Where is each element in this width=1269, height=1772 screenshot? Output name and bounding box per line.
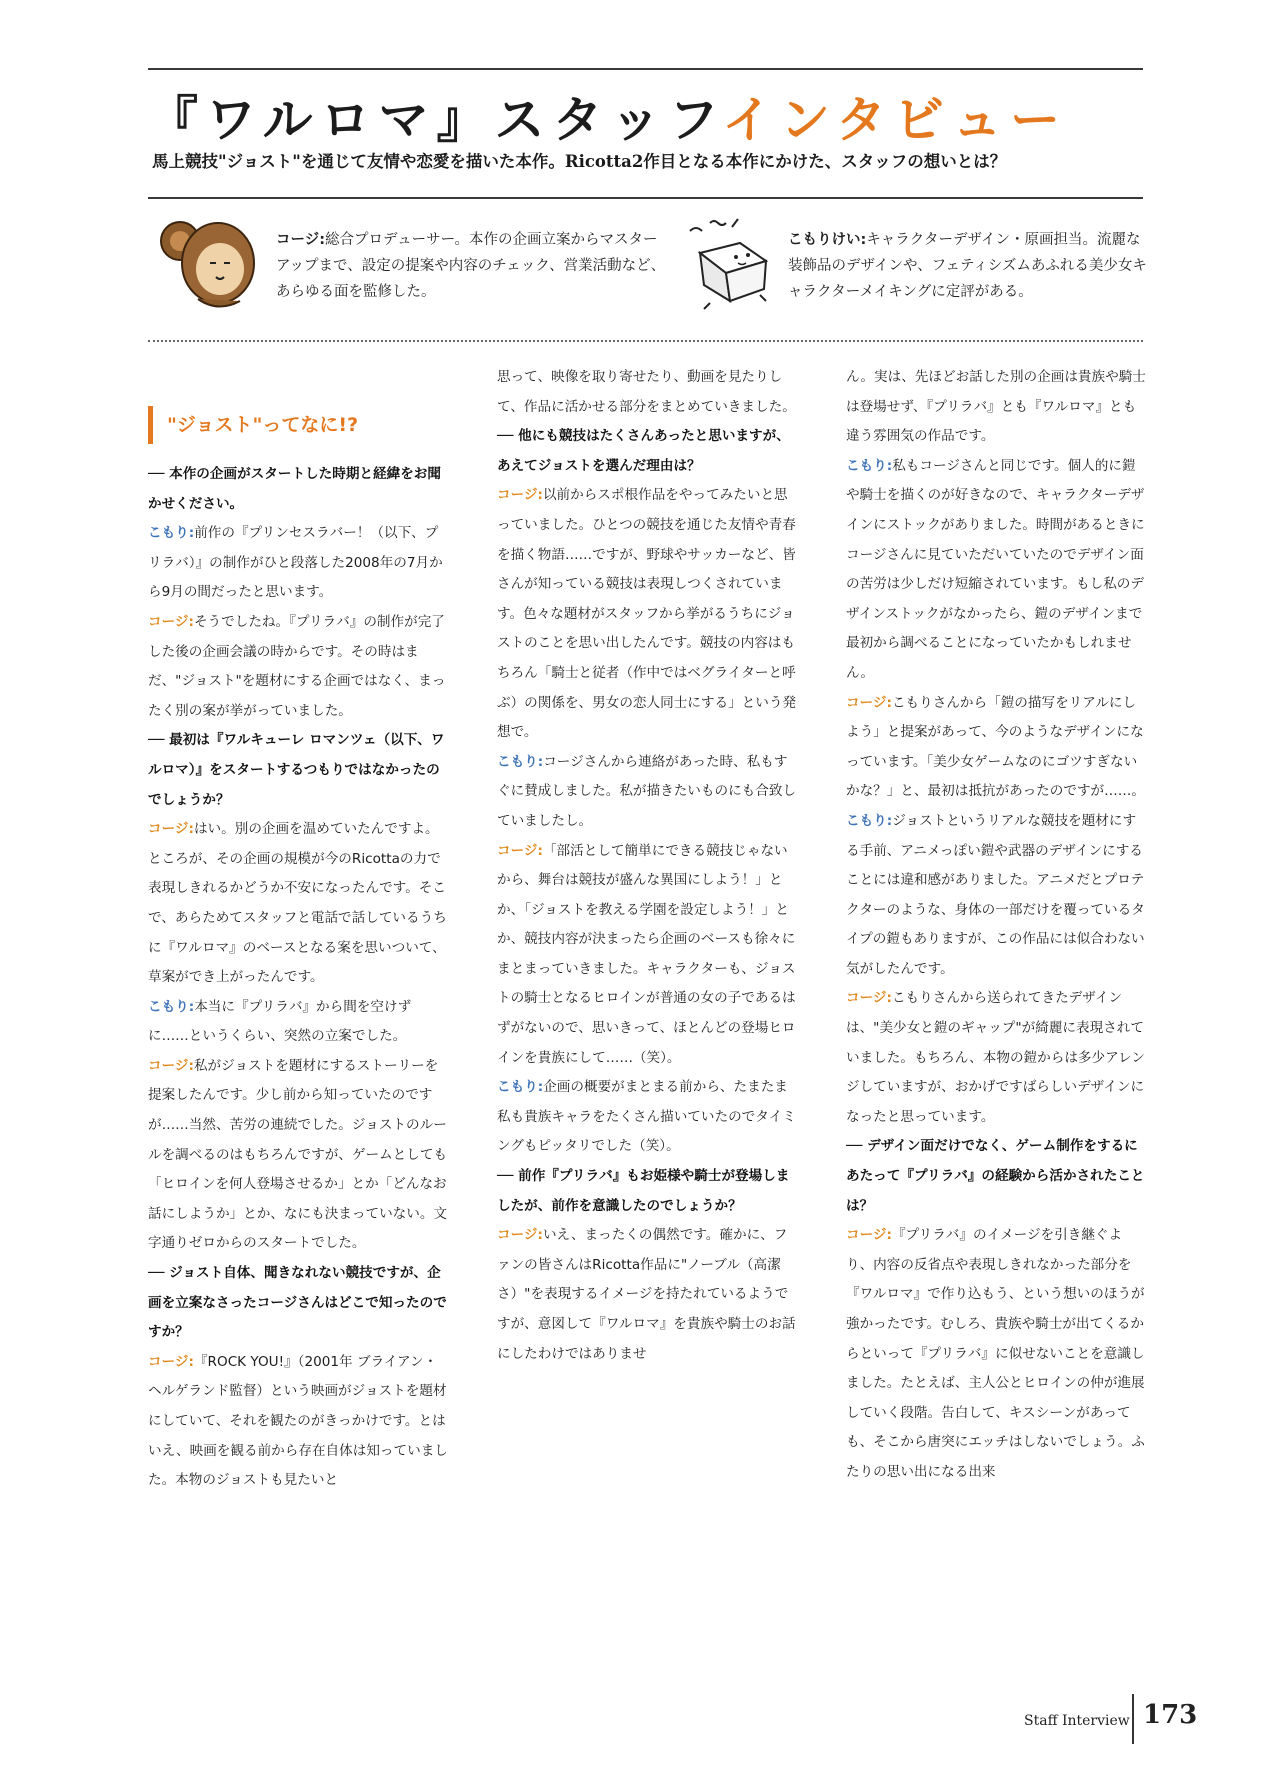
speaker-label-komori: こもり:	[497, 753, 544, 770]
speaker-label-koji: コージ:	[497, 842, 543, 859]
koji-description	[276, 227, 666, 305]
interview-question: ── ジョスト自体、聞きなれない競技ですが、企画を立案なさったコージさんはどこで知ったのですか？	[148, 1265, 447, 1341]
speaker-label-komori: こもり:	[148, 525, 195, 542]
answer-text: 企画の概要がまとまる前から、たまたま私も貴族キャラをたくさん描いていたのでタイミングもピッタリでした（笑）。	[497, 1079, 796, 1155]
continued-text: ん。実は、先ほどお話した別の企画は貴族や騎士は登場せず、『プリラバ』とも『ワルロマ』とも違う雰囲気の作品です。	[846, 369, 1146, 445]
title-part-black: 『ワルロマ』スタッフ	[148, 91, 722, 149]
interview-answer	[497, 748, 797, 837]
answer-text: 私もコージさんと同じです。個人的に鎧や騎士を描くのが好きなので、キャラクターデザインにストックがありました。時間があるときにコージさんに見ていただいていたのでデザイン面の苦労は少しだけ短縮されています。もし私のデザインストックがなかったら、鎧のデザインまで最初から調べることになっていたかもしれません。	[846, 457, 1145, 681]
komori-description	[788, 227, 1148, 305]
answer-text: 私がジョストを題材にするストーリーを提案したんです。少し前から知っていたのですが……当然、苦労の連続でした。ジョストのルールを調べるのはもちろんですが、ゲームとしても「ヒロインを何人登場させるか」とか「どんなお話にしようか」とか、なにも決まっていない。文字通りゼロからのスタートでした。	[148, 1057, 448, 1252]
column-2	[497, 363, 797, 1369]
header-rule	[148, 197, 1143, 199]
top-rule	[148, 68, 1143, 70]
interview-question: ── 最初は『ワルキューレ ロマンツェ（以下、ワルロマ）』をスタートするつもりではなかったのでしょうか？	[148, 732, 445, 808]
staff-profile-komori	[670, 213, 1150, 323]
interview-answer	[148, 993, 448, 1052]
speaker-label-koji: コージ:	[148, 613, 194, 630]
page-title	[148, 84, 1148, 156]
komori-doodle-icon	[670, 213, 780, 313]
answer-text: こもりさんから送られてきたデザインは、"美少女と鎧のギャップ"が綺麗に表現されていました。もちろん、本物の鎧からは多少アレンジしていますが、おかげですばらしいデザインになったと思っています。	[846, 990, 1145, 1125]
speaker-label-koji: コージ:	[148, 1353, 194, 1370]
interview-answer	[846, 452, 1146, 689]
answer-text: 前作の『プリンセスラバー！（以下、プリラバ）』の制作がひと段落した2008年の7月から9月の間だったと思います。	[148, 525, 443, 601]
answer-text: こもりさんから「鎧の描写をリアルにしよう」と提案があって、今のようなデザインになっています。「美少女ゲームなのにゴツすぎないかな？」と、最初は抵抗があったのですが……。	[846, 694, 1145, 800]
speaker-label-koji: コージ:	[148, 821, 194, 838]
answer-text: 本当に『プリラバ』から間を空けずに……というくらい、突然の立案でした。	[148, 998, 412, 1045]
column-1	[148, 460, 448, 1496]
profile-divider	[148, 340, 1143, 342]
answer-text: コージさんから連絡があった時、私もすぐに賛成しました。私が描きたいものにも合致していましたし。	[497, 753, 797, 829]
interview-answer	[148, 1052, 448, 1259]
speaker-label-koji: コージ:	[846, 1227, 892, 1244]
interview-answer	[148, 608, 448, 726]
interview-answer	[846, 1221, 1146, 1487]
answer-text: 『ROCK YOU!』（2001年 ブライアン・ヘルゲランド監督）という映画がジョストを題材にしていて、それを観たのがきっかけです。とはいえ、映画を観る前から存在自体は知っていました。本物のジョストも見たいと	[148, 1353, 448, 1489]
interview-question: ── 前作『プリラバ』もお姫様や騎士が登場しましたが、前作を意識したのでしょうか？	[497, 1168, 790, 1214]
komori-desc-text: キャラクターデザイン・原画担当。流麗な装飾品のデザインや、フェティシズムあふれる美少女キャラクターメイキングに定評がある。	[788, 232, 1147, 300]
answer-text: はい。別の企画を温めていたんですよ。ところが、その企画の規模が今のRicottaの力で表現しきれるかどうか不安になったんです。そこで、あらためてスタッフと電話で話しているうちに『ワルロマ』のベースとなる案を思いついて、草案ができ上がったんです。	[148, 821, 447, 986]
speaker-label-komori: こもり:	[497, 1079, 544, 1096]
koji-desc-text: 総合プロデューサー。本作の企画立案からマスターアップまで、設定の提案や内容のチェック、営業活動など、あらゆる面を監修した。	[276, 232, 666, 300]
komori-name: こもりけい:	[788, 232, 867, 248]
speaker-label-koji: コージ:	[846, 694, 892, 711]
answer-text: 「部活として簡単にできる競技じゃないから、舞台は競技が盛んな異国にしよう！」とか、「ジョストを教える学園を設定しよう！」とか、競技内容が決まったら企画のベースも徐々にまとまっていきました。キャラクターも、ジョストの騎士となるヒロインが普通の女の子であるはずがないので、思いきって、ほとんどの登場ヒロインを貴族にして……（笑）。	[497, 842, 796, 1066]
interview-answer	[846, 689, 1146, 807]
answer-text: いえ、まったくの偶然です。確かに、ファンの皆さんはRicotta作品に"ノーブル（高潔さ）"を表現するイメージを持たれているようですが、意図して『ワルロマ』を貴族や騎士のお話にしたわけではありませ	[497, 1227, 796, 1362]
staff-profile-koji	[158, 213, 678, 323]
interview-answer	[846, 807, 1146, 985]
interview-answer	[497, 481, 797, 747]
interview-answer	[148, 815, 448, 993]
speaker-label-koji: コージ:	[497, 487, 543, 504]
page-number: 173	[1143, 1700, 1198, 1730]
speaker-label-koji: コージ:	[148, 1057, 194, 1074]
interview-answer	[148, 1348, 448, 1496]
interview-answer	[497, 1221, 797, 1369]
interview-answer	[846, 984, 1146, 1132]
continued-text: 思って、映像を取り寄せたり、動画を見たりして、作品に活かせる部分をまとめていきました。	[497, 369, 796, 415]
speaker-label-komori: こもり:	[846, 812, 893, 829]
title-part-orange: インタビュー	[722, 91, 1068, 149]
speaker-label-koji: コージ:	[497, 1227, 543, 1244]
interview-answer	[148, 519, 448, 608]
interview-question: ── 本作の企画がスタートした時期と経緯をお聞かせください。	[148, 466, 441, 512]
page-subtitle: 馬上競技"ジョスト"を通じて友情や恋愛を描いた本作。Ricotta2作目となる本作にかけた、スタッフの想いとは？	[152, 152, 1007, 171]
speaker-label-koji: コージ:	[846, 990, 892, 1007]
footer-label: Staff Interview	[1024, 1713, 1130, 1729]
interview-answer	[497, 837, 797, 1074]
answer-text: ジョストというリアルな競技を題材にする手前、アニメっぽい鎧や武器のデザインにすることには違和感がありました。アニメだとプロテクターのような、身体の一部だけを覆っているタイプの鎧もありますが、この作品には似合わない気がしたんです。	[846, 812, 1145, 977]
interview-question: ── 他にも競技はたくさんあったと思いますが、あえてジョストを選んだ理由は？	[497, 428, 790, 474]
column-3	[846, 363, 1146, 1488]
section-title: "ジョスト"ってなに!?	[148, 406, 448, 444]
speaker-label-komori: こもり:	[148, 998, 195, 1015]
answer-text: そうでしたね。『プリラバ』の制作が完了した後の企画会議の時からです。その時はまだ、"ジョスト"を題材にする企画ではなく、まったく別の案が挙がっていました。	[148, 613, 446, 719]
interview-question: ── デザイン面だけでなく、ゲーム制作をするにあたって『プリラバ』の経験から活かされたことは？	[846, 1138, 1145, 1214]
footer-divider	[1132, 1694, 1134, 1744]
answer-text: 以前からスポ根作品をやってみたいと思っていました。ひとつの競技を通じた友情や青春を描く物語……ですが、野球やサッカーなど、皆さんが知っている競技は表現しつくされています。色々な題材がスタッフから挙がるうちにジョストのことを思い出したんです。競技の内容はもちろん「騎士と従者（作中ではベグライターと呼ぶ）の関係を、男女の恋人同士にする」という発想で。	[497, 487, 797, 741]
speaker-label-komori: こもり:	[846, 457, 893, 474]
answer-text: 『プリラバ』のイメージを引き継ぐより、内容の反省点や表現しきれなかった部分を『ワルロマ』で作り込もう、という想いのほうが強かったです。むしろ、貴族や騎士が出てくるからといって『プリラバ』に似せないことを意識しました。たとえば、主人公とヒロインの仲が進展していく段階。告白して、キスシーンがあっても、そこから唐突にエッチはしないでしょう。ふたりの思い出になる出来	[846, 1227, 1145, 1480]
koji-mascot-icon	[158, 213, 268, 313]
koji-name: コージ:	[276, 232, 326, 248]
interview-answer	[497, 1073, 797, 1162]
